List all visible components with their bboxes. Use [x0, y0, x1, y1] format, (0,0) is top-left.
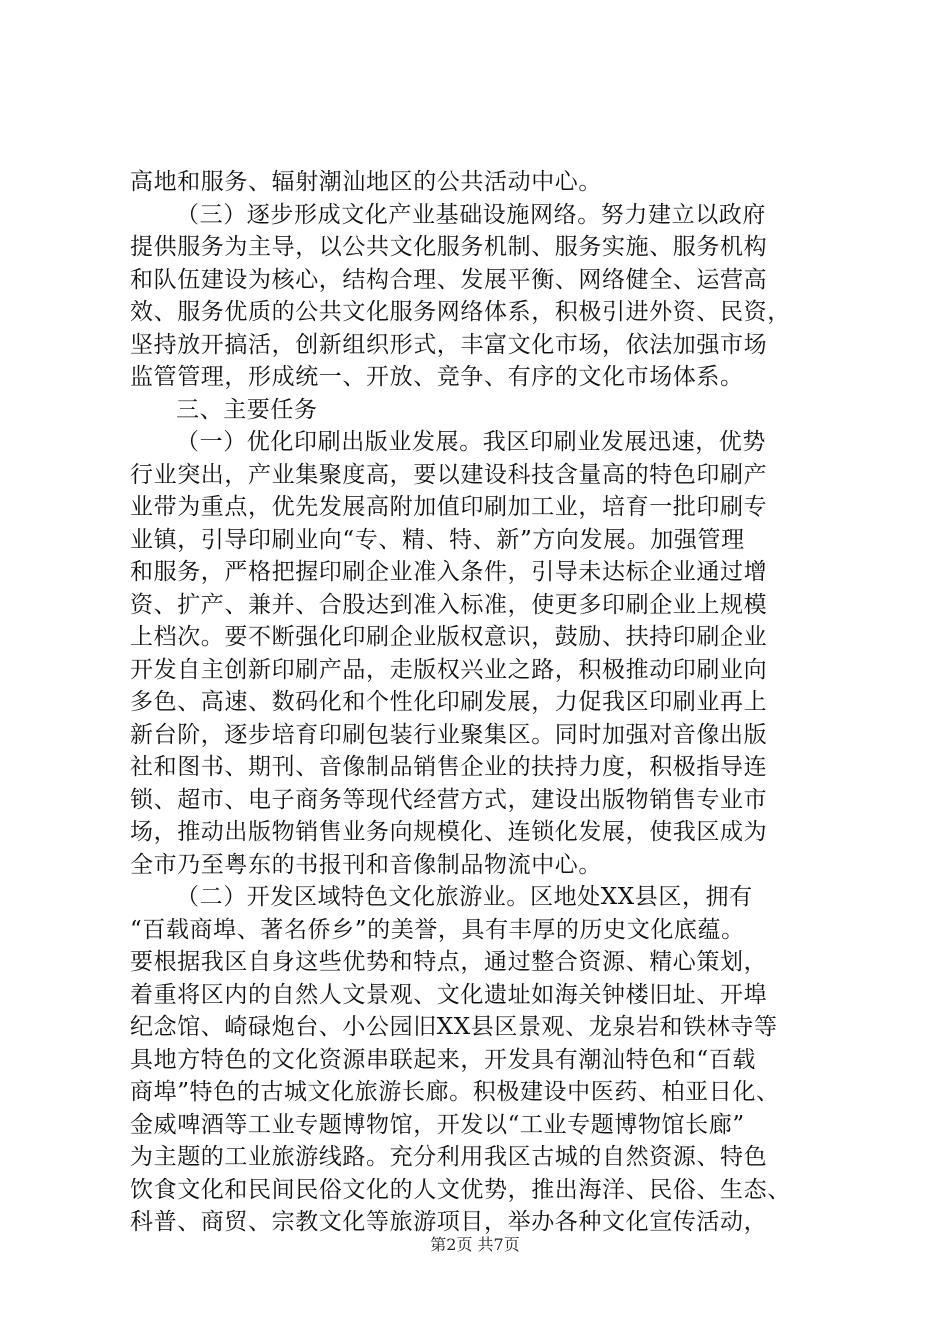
text-line: 要根据我区自身这些优势和特点，通过整合资源、精心策划，: [130, 949, 768, 975]
text-line: 具地方特色的文化资源串联起来，开发具有潮汕特色和“百载: [130, 1046, 756, 1073]
text-line: 提供服务为主导，以公共文化服务机制、服务实施、服务机构: [130, 234, 768, 260]
text-line: 科普、商贸、宗教文化等旅游项目，举办各种文化宣传活动，: [130, 1209, 768, 1235]
page-number-footer: 第2页 共7页: [430, 1235, 520, 1254]
text-line: 和服务，严格把握印刷企业准入条件，引导未达标企业通过增: [130, 559, 768, 585]
text-line: 多色、高速、数码化和个性化印刷发展，力促我区印刷业再上: [130, 689, 768, 715]
text-line: 商埠”特色的古城文化旅游长廊。积极建设中医药、柏亚日化、: [130, 1079, 780, 1105]
text-line: 业带为重点，优先发展高附加值印刷加工业，培育一批印刷专: [130, 494, 768, 520]
text-line: 新台阶，逐步培育印刷包装行业聚集区。同时加强对音像出版: [130, 721, 768, 748]
text-line: （一）优化印刷出版业发展。我区印刷业发展迅速，优势: [176, 429, 766, 455]
text-line: 着重将区内的自然人文景观、文化遗址如海关钟楼旧址、开埠: [130, 981, 768, 1008]
text-line: 行业突出，产业集聚度高，要以建设科技含量高的特色印刷产: [130, 461, 768, 488]
body-text: [130, 166, 830, 1239]
text-line: 为主题的工业旅游线路。充分利用我区古城的自然资源、特色: [130, 1144, 768, 1170]
text-line: （二）开发区域特色文化旅游业。区地处XX县区，拥有: [176, 884, 753, 910]
text-line: 金威啤酒等工业专题博物馆，开发以“工业专题博物馆长廊”: [130, 1111, 745, 1138]
text-line: 开发自主创新印刷产品，走版权兴业之路，积极推动印刷业向: [130, 656, 768, 683]
text-line: 锁、超市、电子商务等现代经营方式，建设出版物销售专业市: [130, 786, 768, 813]
text-line: 资、扩产、兼并、合股达到准入标准，使更多印刷企业上规模: [130, 591, 768, 618]
section-heading: 三、主要任务: [176, 396, 318, 423]
text-line: 纪念馆、崎碌炮台、小公园旧XX县区景观、龙泉岩和铁林寺等: [130, 1014, 778, 1040]
text-line: （三）逐步形成文化产业基础设施网络。努力建立以政府: [176, 201, 766, 228]
text-line: 坚持放开搞活，创新组织形式，丰富文化市场，依法加强市场: [130, 331, 768, 358]
text-line: 上档次。要不断强化印刷企业版权意识，鼓励、扶持印刷企业: [130, 624, 768, 650]
text-line: 业镇，引导印刷业向“专、精、特、新”方向发展。加强管理: [130, 526, 745, 553]
text-line: 饮食文化和民间民俗文化的人文优势，推出海洋、民俗、生态、: [130, 1176, 791, 1203]
text-line: 高地和服务、辐射潮汕地区的公共活动中心。: [130, 169, 602, 195]
text-line: 全市乃至粤东的书报刊和音像制品物流中心。: [130, 851, 602, 878]
text-line: 社和图书、期刊、音像制品销售企业的扶持力度，积极指导连: [130, 754, 768, 780]
text-line: 效、服务优质的公共文化服务网络体系，积极引进外资、民资，: [130, 299, 791, 325]
text-line: 和队伍建设为核心，结构合理、发展平衡、网络健全、运营高: [130, 266, 768, 293]
text-line: 监管管理，形成统一、开放、竞争、有序的文化市场体系。: [130, 364, 744, 390]
text-line: 场，推动出版物销售业务向规模化、连锁化发展，使我区成为: [130, 819, 768, 845]
text-line: “百载商埠、著名侨乡”的美誉，具有丰厚的历史文化底蕴。: [130, 916, 745, 943]
